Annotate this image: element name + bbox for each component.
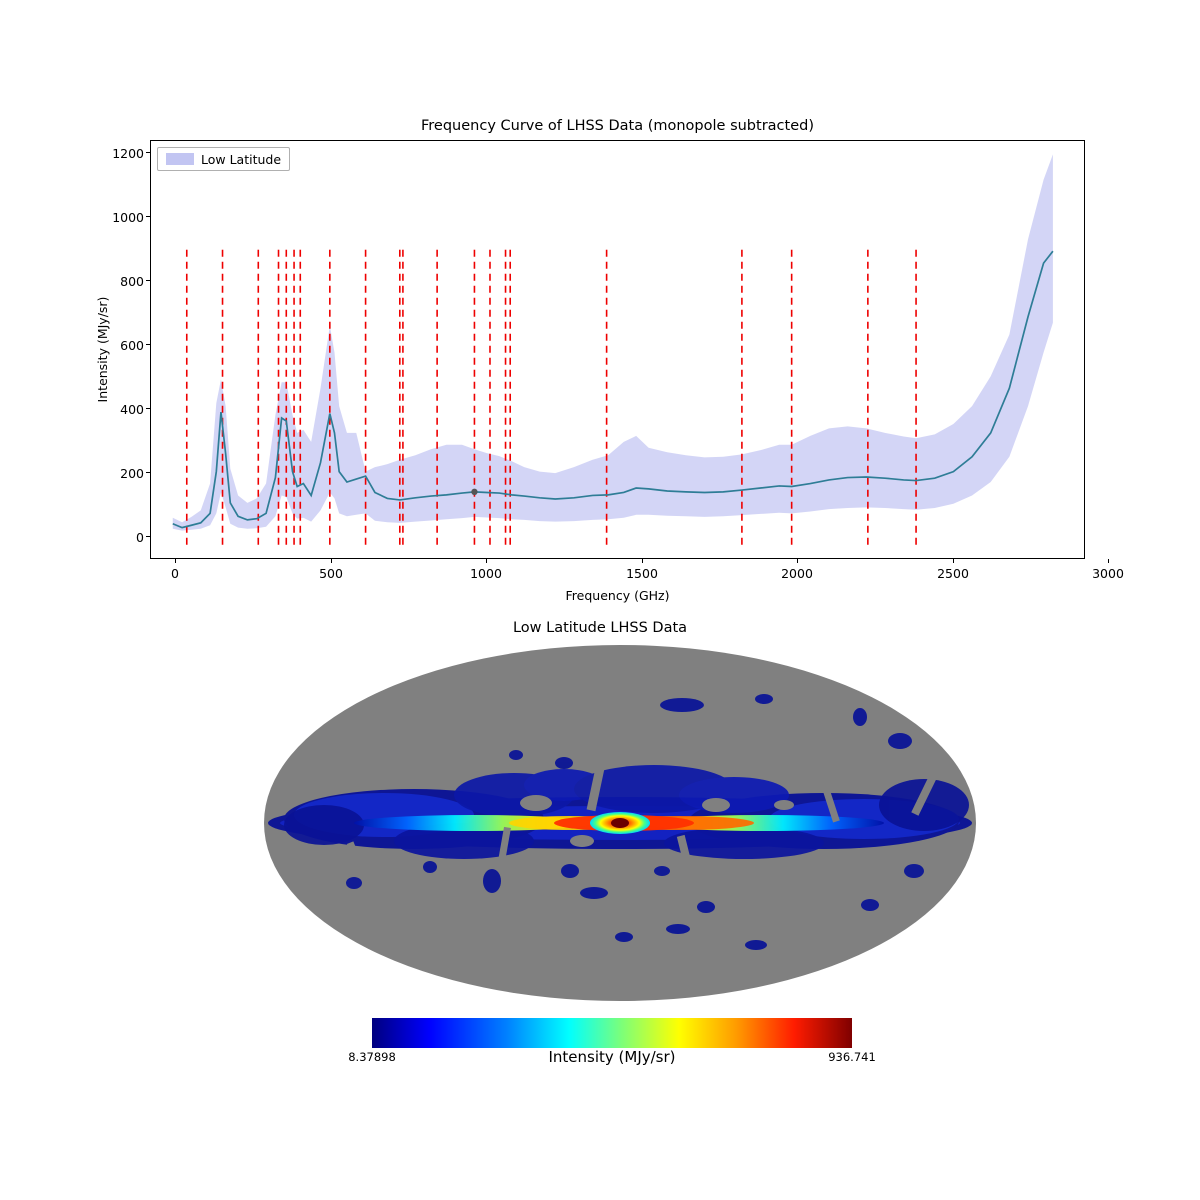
x-tickmark-0 bbox=[175, 559, 176, 563]
y-tick-400: 400 bbox=[120, 402, 144, 417]
colorbar-label: Intensity (MJy/sr) bbox=[548, 1048, 676, 1066]
x-tick-0: 0 bbox=[171, 566, 179, 581]
x-tickmark-1000 bbox=[486, 559, 487, 563]
legend-swatch-low-latitude bbox=[166, 153, 194, 165]
mollweide-sky-map bbox=[264, 645, 976, 1001]
x-tick-3000: 3000 bbox=[1092, 566, 1124, 581]
x-tick-2500: 2500 bbox=[937, 566, 969, 581]
x-tick-500: 500 bbox=[319, 566, 343, 581]
x-tickmark-2000 bbox=[797, 559, 798, 563]
x-axis-label: Frequency (GHz) bbox=[565, 588, 670, 603]
x-tickmark-2500 bbox=[953, 559, 954, 563]
map-title: Low Latitude LHSS Data bbox=[512, 620, 688, 636]
y-tick-1000: 1000 bbox=[112, 210, 144, 225]
y-tick-1200: 1200 bbox=[112, 146, 144, 161]
page-title: Frequency Curve of LHSS Data (monopole subtracted) bbox=[421, 118, 814, 134]
y-tick-200: 200 bbox=[120, 466, 144, 481]
y-tick-600: 600 bbox=[120, 338, 144, 353]
y-tick-800: 800 bbox=[120, 274, 144, 289]
colorbar bbox=[372, 1018, 852, 1048]
x-tick-1000: 1000 bbox=[470, 566, 502, 581]
plot-area bbox=[150, 140, 1085, 559]
legend-label-low-latitude: Low Latitude bbox=[201, 151, 282, 167]
colorbar-min-label: 8.37898 bbox=[348, 1050, 396, 1064]
x-tick-2000: 2000 bbox=[781, 566, 813, 581]
frequency-curve-svg bbox=[151, 141, 1084, 558]
colorbar-max-label: 936.741 bbox=[828, 1050, 876, 1064]
y-tick-0: 0 bbox=[136, 530, 144, 545]
sky-map-svg bbox=[264, 645, 976, 1001]
x-tickmark-1500 bbox=[642, 559, 643, 563]
x-tickmark-3000 bbox=[1108, 559, 1109, 563]
uncertainty-band bbox=[173, 151, 1053, 530]
x-tickmark-500 bbox=[331, 559, 332, 563]
legend[interactable] bbox=[157, 147, 290, 171]
y-axis-label: Intensity (MJy/sr) bbox=[95, 296, 110, 403]
x-tick-1500: 1500 bbox=[626, 566, 658, 581]
data-point-marker bbox=[471, 489, 477, 495]
